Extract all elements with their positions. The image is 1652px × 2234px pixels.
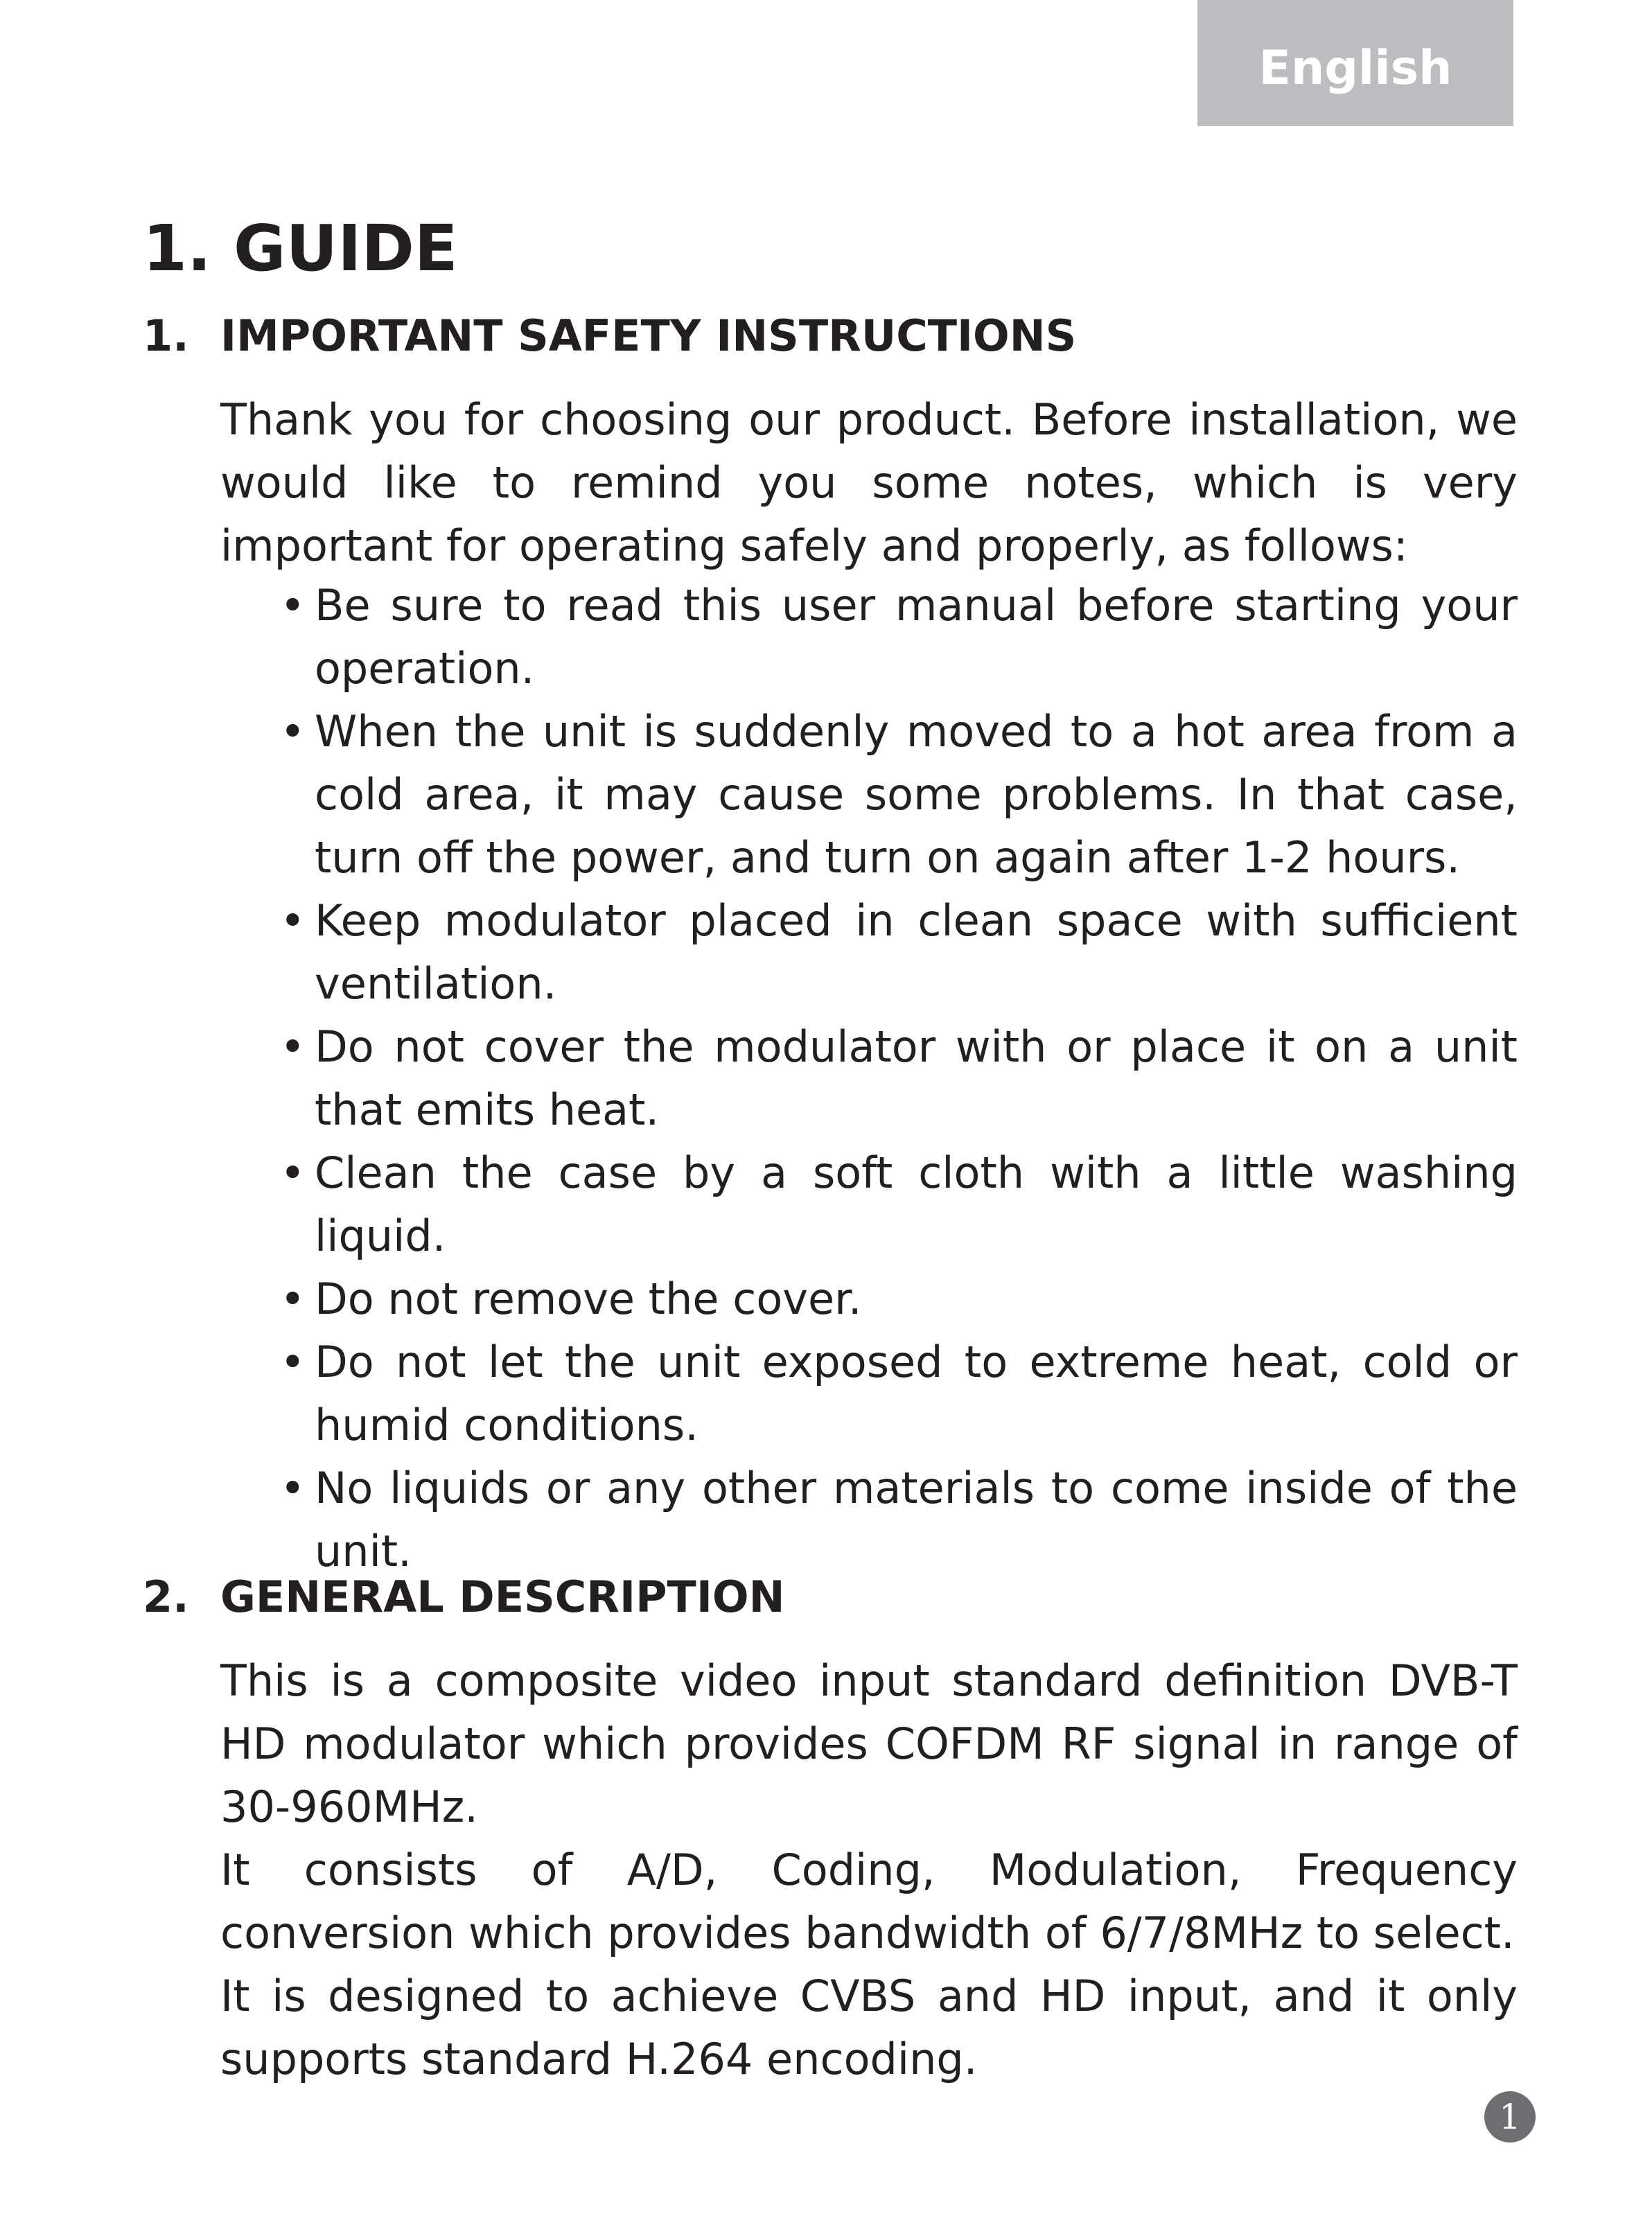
section-heading-description <box>143 1572 784 1623</box>
bullet-icon: • <box>280 1337 306 1387</box>
bullet-icon: • <box>280 1274 306 1324</box>
bullet-text: Clean the case by a soft cloth with a little washing liquid. <box>315 1147 1518 1261</box>
section-title: GENERAL DESCRIPTION <box>220 1572 785 1622</box>
bullet-text: Keep modulator placed in clean space with sufficient ventilation. <box>315 895 1518 1009</box>
section-number: 2. <box>143 1572 189 1622</box>
bullet-item <box>272 1015 1518 1141</box>
bullet-text: Do not let the unit exposed to extreme heat, cold or humid conditions. <box>315 1337 1518 1450</box>
description-paragraph: It consists of A/D, Coding, Modulation, Frequency conversion which provides bandwidth of 6/7/8MHz to select. <box>220 1845 1518 1958</box>
section-title: IMPORTANT SAFETY INSTRUCTIONS <box>220 310 1077 361</box>
bullet-item <box>272 1330 1518 1457</box>
bullet-text: Be sure to read this user manual before starting your operation. <box>315 580 1518 694</box>
section-number: 1. <box>143 310 189 361</box>
bullet-item <box>272 1457 1518 1583</box>
bullet-text: No liquids or any other materials to come inside of the unit. <box>315 1463 1518 1576</box>
bullet-icon: • <box>280 706 306 757</box>
bullet-item <box>272 1141 1518 1267</box>
bullet-text: Do not remove the cover. <box>315 1274 862 1324</box>
bullet-item <box>272 574 1518 700</box>
bullet-icon: • <box>280 580 306 631</box>
bullet-item <box>272 1267 1518 1330</box>
description-paragraph: It is designed to achieve CVBS and HD input, and it only supports standard H.264 encoding. <box>220 1971 1518 2084</box>
section-heading-safety <box>143 310 1076 362</box>
chapter-title: 1. GUIDE <box>143 211 458 285</box>
bullet-icon: • <box>280 1463 306 1513</box>
safety-bullet-list <box>272 574 1518 1583</box>
bullet-text: When the unit is suddenly moved to a hot area from a cold area, it may cause some problems. In that case, turn off the power, and turn on again after 1-2 hours. <box>315 706 1518 883</box>
intro-paragraph: Thank you for choosing our product. Before installation, we would like to remind you some notes, which is very important for operating safely and properly, as follows: <box>220 394 1518 571</box>
description-block <box>220 1649 1518 2091</box>
page-number-badge: 1 <box>1484 2091 1536 2143</box>
bullet-text: Do not cover the modulator with or place it on a unit that emits heat. <box>315 1021 1518 1135</box>
bullet-item <box>272 700 1518 889</box>
bullet-icon: • <box>280 1021 306 1072</box>
description-paragraph: This is a composite video input standard definition DVB-T HD modulator which provides COFDM RF signal in range of 30-960MHz. <box>220 1655 1518 1832</box>
language-tab: English <box>1197 0 1513 126</box>
bullet-icon: • <box>280 1147 306 1198</box>
bullet-item <box>272 889 1518 1015</box>
bullet-icon: • <box>280 895 306 946</box>
